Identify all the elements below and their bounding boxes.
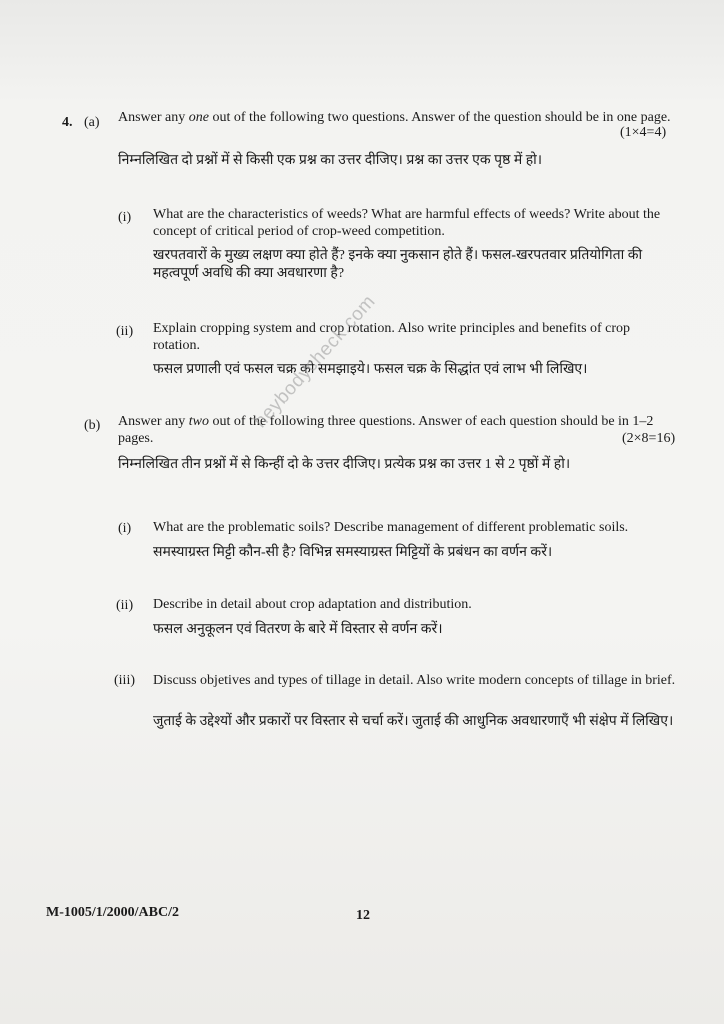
instr-text: Answer any — [118, 110, 189, 125]
question-text-en: What are the characteristics of weeds? What are harmful effects of weeds? Write about the concept of critical period of crop-weed competition. — [153, 207, 661, 239]
question-text-hi: खरपतवारों के मुख्य लक्षण क्या होते हैं? इनके क्या नुकसान होते हैं। फसल-खरपतवार प्रतियोगिता की महत्वपूर्ण अवधि की क्या अवधारणा है? — [153, 248, 643, 281]
instr-text-rest: out of the following three questions. Answer of each question should be in 1–2 pages. — [118, 414, 654, 446]
part-a-marks: (1×4=4) — [620, 125, 667, 140]
question-text-hi: समस्याग्रस्त मिट्टी कौन-सी है? विभिन्न समस्याग्रस्त मिट्टियों के प्रबंधन का वर्णन करें। — [153, 545, 553, 560]
part-b-instructions — [118, 413, 678, 447]
part-a-hindi-instructions: निम्नलिखित दो प्रश्नों में से किसी एक प्रश्न का उत्तर दीजिए। प्रश्न का उत्तर एक पृष्ठ में हो। — [118, 153, 543, 168]
part-b-hindi-instructions: निम्नलिखित तीन प्रश्नों में से किन्हीं दो के उत्तर दीजिए। प्रत्येक प्रश्न का उत्तर 1 से 2 पृष्ठों में हो। — [118, 457, 571, 472]
part-b-marks: (2×8=16) — [622, 431, 676, 446]
instr-emphasis: one — [188, 110, 209, 125]
question-text-en: What are the problematic soils? Describe management of different problematic soils. — [153, 520, 629, 535]
part-a-instructions — [118, 109, 674, 126]
page-number: 12 — [356, 908, 370, 923]
item-label: (i) — [118, 521, 132, 536]
instr-text-rest: out of the following two questions. Answer of the question should be in one page. — [208, 110, 671, 125]
part-b-label: (b) — [84, 418, 101, 433]
item-label: (i) — [118, 210, 132, 225]
item-label: (ii) — [116, 598, 134, 613]
instr-text: Answer any — [118, 414, 189, 429]
question-text-en: Explain cropping system and crop rotation. Also write principles and benefits of crop rotation. — [153, 321, 631, 353]
item-label: (ii) — [116, 324, 134, 339]
instr-emphasis: two — [188, 414, 209, 429]
watermark-text: heybodycheck.com — [250, 291, 380, 433]
question-text-hi: फसल अनुकूलन एवं वितरण के बारे में विस्तार से वर्णन करें। — [153, 622, 443, 637]
item-label: (iii) — [114, 673, 135, 688]
question-number: 4. — [62, 115, 73, 130]
paper-code: M-1005/1/2000/ABC/2 — [46, 905, 179, 920]
question-text-hi: जुताई के उद्देश्यों और प्रकारों पर विस्तार से चर्चा करें। जुताई की आधुनिक अवधारणाएँ भी संक्षेप में लिखिए। — [153, 714, 674, 729]
question-text-en: Discuss objetives and types of tillage in detail. Also write modern concepts of tillage in brief. — [153, 673, 676, 688]
question-text-hi: फसल प्रणाली एवं फसल चक्र को समझाइये। फसल चक्र के सिद्धांत एवं लाभ भी लिखिए। — [153, 362, 588, 377]
part-a-label: (a) — [84, 115, 100, 130]
question-text-en: Describe in detail about crop adaptation and distribution. — [153, 597, 472, 612]
